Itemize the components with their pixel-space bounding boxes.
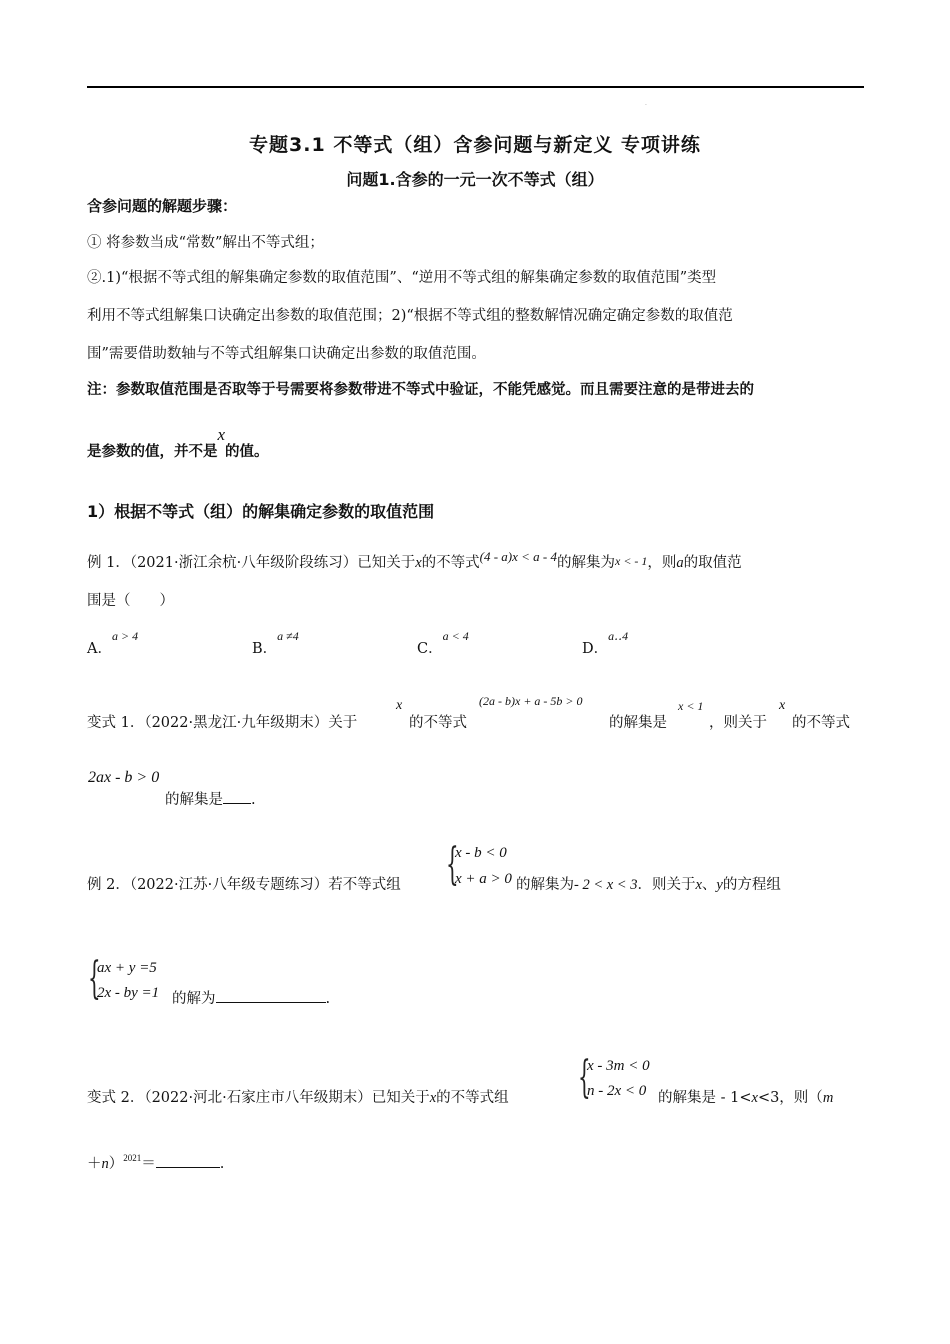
header-dot: .: [645, 100, 647, 107]
example-1-solution: x < - 1: [615, 554, 648, 568]
option-c-expr: a < 4: [442, 629, 469, 643]
variant-1-mid3: ，则关于: [709, 715, 767, 731]
example-2-prefix: 例 2．（2022·江苏·八年级专题练习）若不等式组: [87, 877, 401, 893]
option-d-label: D．: [582, 641, 609, 657]
step-2-line-1: ②.1)“根据不等式组的解集确定参数的取值范围”、“逆用不等式组的解集确定参数的取值范围”类型: [87, 270, 717, 286]
variant-1-prefix: 变式 1．（2022·黑龙江·九年级期末）关于: [87, 715, 358, 731]
variant-2-end: .: [219, 1156, 225, 1172]
example-2-eq-brace: {: [88, 953, 101, 1004]
option-a-label: A．: [87, 641, 112, 657]
option-d-expr: a‥4: [608, 629, 629, 643]
example-1-line-1: [87, 551, 742, 572]
example-2-eq-top: ax + y =5: [97, 960, 157, 976]
option-c-label: C．: [417, 641, 443, 657]
option-c[interactable]: [417, 629, 469, 658]
note-line-1: 注：参数取值范围是否取等于号需要将参数带进不等式中验证，不能凭感觉。而且需要注意的是带进去的: [87, 382, 754, 398]
variant-2-mid1: 的不等式组: [436, 1090, 509, 1106]
example-2-system-top: x - b < 0: [455, 845, 507, 861]
variant-2-mid3: <3，则（: [757, 1090, 823, 1106]
variant-2-prefix: 变式 2．（2022·河北·石家庄市八年级期末）已知关于: [87, 1090, 430, 1106]
variant-2-plus: ＋: [87, 1156, 102, 1172]
step-1: ① 将参数当成“常数”解出不等式组；: [87, 235, 324, 251]
variant-2-line-1: [87, 1086, 509, 1107]
example-2-rest: [516, 873, 781, 894]
note-x-var: x: [217, 425, 226, 444]
variant-2-m: m: [822, 1090, 834, 1106]
note-line-2: [87, 425, 269, 461]
variant-2-equals: ＝: [141, 1156, 156, 1172]
example-1-mid2: 的解集为: [557, 555, 615, 571]
example-1-suffix: 的取值范: [683, 555, 742, 571]
variant-2-system-top: x - 3m < 0: [587, 1058, 650, 1074]
option-b-expr: a ≠4: [277, 629, 299, 643]
page-title: 专题3.1 不等式（组）含参问题与新定义 专项讲练: [249, 134, 701, 156]
variant-1-mid4: 的不等式: [792, 715, 850, 731]
variant-2-paren: ）: [108, 1156, 124, 1172]
example-2-system-bottom: x + a > 0: [455, 871, 512, 887]
example-1-x: x: [415, 555, 422, 571]
variant-2-brace: {: [578, 1052, 591, 1103]
variant-1-x-2: x: [779, 698, 786, 713]
example-2-answer-prefix: 的解为: [172, 991, 216, 1007]
example-1-a: a: [676, 555, 684, 571]
option-a[interactable]: [87, 629, 139, 658]
example-2-x: x: [695, 877, 702, 893]
note-line-2-b: 的值。: [225, 444, 269, 460]
variant-2-exponent: 2021: [123, 1153, 142, 1163]
section-1-heading: 1）根据不等式（组）的解集确定参数的取值范围: [87, 502, 435, 521]
example-2-sep: 、: [701, 877, 717, 893]
variant-1-end: .: [251, 792, 256, 808]
variant-2-rest: [658, 1086, 833, 1107]
example-2-answer: [172, 987, 330, 1008]
example-1-prefix: 例 1．（2021·浙江余杭·八年级阶段练习）已知关于: [87, 555, 416, 571]
variant-2-blank[interactable]: [156, 1153, 220, 1168]
variant-2-line-2: [87, 1152, 224, 1173]
variant-2-system-bottom: n - 2x < 0: [587, 1083, 647, 1099]
variant-1-solution: x < 1: [678, 699, 704, 713]
variant-2-n: n: [101, 1156, 109, 1172]
example-2-mid1: 的解集为: [516, 877, 574, 893]
option-b-label: B．: [252, 641, 278, 657]
note-line-2-a: 是参数的值，并不是: [87, 444, 218, 460]
variant-1-suffix: 的解集是: [165, 792, 223, 808]
example-2-end: .: [325, 991, 331, 1007]
example-1-line-2: 围是（ ）: [87, 593, 174, 609]
variant-2-x: x: [429, 1090, 437, 1106]
example-1-mid3: ，则: [647, 555, 677, 571]
variant-1-answer: [165, 788, 256, 809]
example-2-blank[interactable]: [216, 988, 326, 1003]
example-2-eq-bottom: 2x - by =1: [97, 985, 160, 1001]
page-subtitle: 问题1.含参的一元一次不等式（组）: [346, 170, 604, 189]
step-2-line-2: 利用不等式组解集口诀确定出参数的取值范围；2)“根据不等式组的整数解情况确定确定参数的取值范: [87, 308, 733, 324]
steps-heading: 含参问题的解题步骤：: [87, 197, 238, 215]
variant-1-blank[interactable]: [223, 789, 251, 804]
variant-1-inequality: (2a - b)x + a - 5b > 0: [479, 694, 583, 708]
option-d[interactable]: [582, 629, 629, 658]
variant-1-mid1: 的不等式: [409, 715, 467, 731]
variant-2-x-2: x: [751, 1090, 758, 1106]
example-2-y: y: [716, 877, 723, 893]
step-2-line-3: 围”需要借助数轴与不等式组解集口诀确定出参数的取值范围。: [87, 346, 486, 362]
variant-1-x-1: x: [396, 698, 403, 713]
variant-1-mid2: 的解集是: [609, 715, 667, 731]
example-2-solution: - 2 < x < 3: [574, 877, 638, 893]
example-2-mid2: ．则关于: [637, 877, 696, 893]
variant-1-inequality-2: 2ax - b > 0: [88, 769, 160, 786]
header-rule: [87, 86, 864, 88]
variant-2-mid2: 的解集是 - 1<: [658, 1090, 752, 1106]
example-1-inequality: (4 - a)x < a - 4: [479, 549, 557, 564]
option-a-expr: a > 4: [111, 629, 139, 643]
example-1-mid1: 的不等式: [421, 555, 480, 571]
example-2-brace: {: [446, 839, 459, 890]
example-2-suffix: 的方程组: [722, 877, 781, 893]
